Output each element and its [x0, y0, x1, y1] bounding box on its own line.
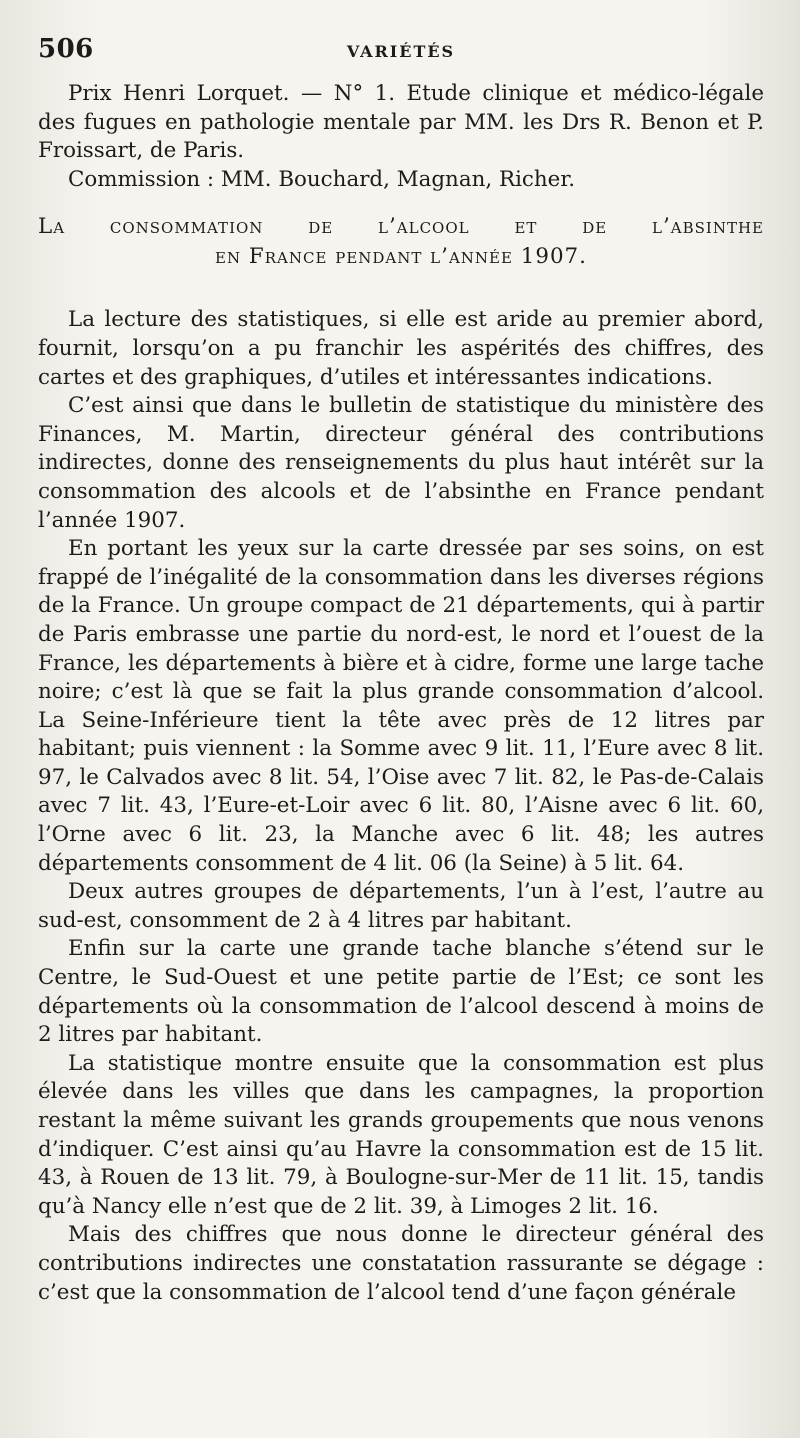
page-number: 506: [38, 34, 94, 64]
section-title-word: La: [38, 214, 66, 240]
prize-commission: Commission : MM. Bouchard, Magnan, Richer.: [68, 166, 576, 192]
section-title-word: et: [514, 214, 538, 240]
body-paragraph-1: La lecture des statistiques, si elle est aride au premier abord, fournit, lorsqu’on a pu franchir les aspérités des chiffres, des cartes et des graphiques, d’utiles et intéressantes indications.: [38, 307, 764, 390]
running-head: [38, 30, 764, 74]
section-title: [38, 212, 764, 272]
section-title-word: de: [582, 214, 608, 240]
section-title-word: consommation: [109, 214, 264, 240]
body-paragraph-6: La statistique montre ensuite que la consommation est plus élevée dans les villes que dans les campagnes, la proportion restant la même suivant les grands groupements que nous venons d’indiquer. C’est ainsi qu’au Havre la consommation est de 15 lit. 43, à Rouen de 13 lit. 79, à Boulogne-sur-Mer de 11 lit. 15, tandis qu’à Nancy elle n’est que de 2 lit. 39, à Limoges 2 lit. 16.: [38, 1050, 764, 1219]
section-title-word: l’absinthe: [652, 214, 764, 240]
section-title-line-1: [38, 212, 764, 242]
body-paragraph-5: Enfin sur la carte une grande tache blanche s’étend sur le Centre, le Sud-Ouest et une petite partie de l’Est; ce sont les départements où la consommation de l’alcool descend à moins de 2 litres par habitant.: [38, 936, 764, 1048]
section-title-line-2: en France pendant l’année 1907.: [215, 244, 587, 270]
body-paragraph-7: Mais des chiffres que nous donne le directeur général des contributions indirectes une constatation rassurante se dégage : c’est que la consommation de l’alcool tend d’une façon générale: [38, 1222, 764, 1305]
section-title-word: de: [308, 214, 334, 240]
body-paragraph-2: C’est ainsi que dans le bulletin de statistique du ministère des Finances, M. Martin, directeur général des contributions indirectes, donne des renseignements du plus haut intérêt sur la consommation des alcools et de l’absinthe en France pendant l’année 1907.: [38, 393, 764, 533]
prize-announcement: Prix Henri Lorquet. — N° 1. Etude clinique et médico-légale des fugues en pathologie mentale par MM. les Drs R. Benon et P. Froissart, de Paris.: [38, 81, 764, 164]
body-paragraph-4: Deux autres groupes de départements, l’un à l’est, l’autre au sud-est, consomment de 2 à 4 litres par habitant.: [38, 879, 764, 933]
running-title: VARIÉTÉS: [346, 42, 456, 61]
body-paragraph-3: En portant les yeux sur la carte dressée par ses soins, on est frappé de l’inégalité de la consommation dans les diverses régions de la France. Un groupe compact de 21 départements, qui à partir de Paris embrasse une partie du nord-est, le nord et l’ouest de la France, les départements à bière et à cidre, forme une large tache noire; c’est là que se fait la plus grande consommation d’alcool. La Seine-Inférieure tient la tête avec près de 12 litres par habitant; puis viennent : la Somme avec 9 lit. 11, l’Eure avec 8 lit. 97, le Calvados avec 8 lit. 54, l’Oise avec 7 lit. 82, le Pas-de-Calais avec 7 lit. 43, l’Eure-et-Loir avec 6 lit. 80, l’Aisne avec 6 lit. 60, l’Orne avec 6 lit. 23, la Manche avec 6 lit. 48; les autres départements consomment de 4 lit. 06 (la Seine) à 5 lit. 64.: [38, 536, 764, 876]
section-title-word: l’alcool: [378, 214, 470, 240]
